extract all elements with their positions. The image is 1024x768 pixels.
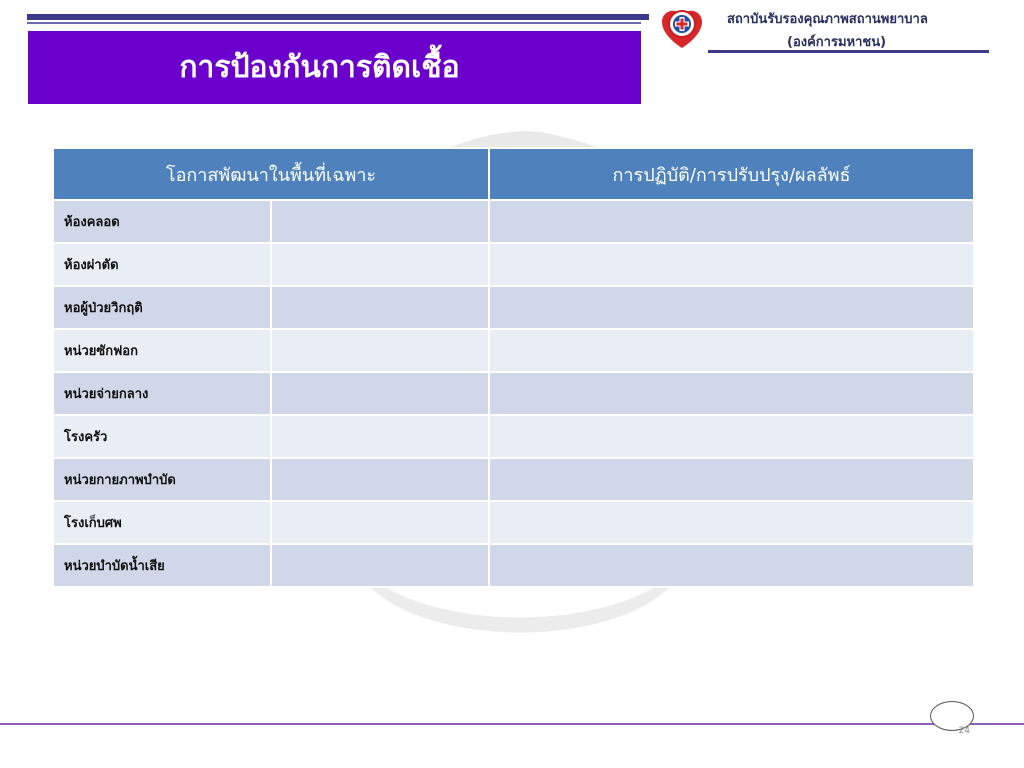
area-name-cell: หน่วยบำบัดน้ำเสีย	[53, 544, 271, 587]
area-name-cell: หอผู้ป่วยวิกฤติ	[53, 286, 271, 329]
table-row	[53, 243, 974, 286]
detail-cell	[271, 544, 489, 587]
table-row	[53, 372, 974, 415]
header-practice-result: การปฏิบัติ/การปรับปรุง/ผลลัพธ์	[489, 148, 974, 200]
org-name-line1: สถาบันรับรองคุณภาพสถานพยาบาล	[727, 12, 928, 27]
org-rule	[708, 50, 989, 53]
table-row	[53, 200, 974, 243]
result-cell	[489, 286, 974, 329]
result-cell	[489, 200, 974, 243]
area-name-cell: หน่วยซักฟอก	[53, 329, 271, 372]
result-cell	[489, 372, 974, 415]
detail-cell	[271, 200, 489, 243]
detail-cell	[271, 243, 489, 286]
improvement-table	[52, 147, 975, 588]
red-cross-heart-logo-icon	[656, 4, 708, 52]
detail-cell	[271, 415, 489, 458]
table-row	[53, 286, 974, 329]
top-rule-thin	[27, 22, 641, 24]
area-name-cell: หน่วยกายภาพบำบัด	[53, 458, 271, 501]
result-cell	[489, 458, 974, 501]
result-cell	[489, 243, 974, 286]
title-banner	[28, 31, 641, 104]
header-opportunity: โอกาสพัฒนาในพื้นที่เฉพาะ	[53, 148, 489, 200]
area-name-cell: ห้องคลอด	[53, 200, 271, 243]
table-row	[53, 329, 974, 372]
result-cell	[489, 415, 974, 458]
result-cell	[489, 329, 974, 372]
table-row	[53, 415, 974, 458]
top-rule	[27, 14, 649, 20]
table-row	[53, 544, 974, 587]
detail-cell	[271, 329, 489, 372]
area-name-cell: ห้องผ่าตัด	[53, 243, 271, 286]
slide-title: การป้องกันการติดเชื้อ	[179, 50, 460, 85]
table-row	[53, 501, 974, 544]
result-cell	[489, 544, 974, 587]
table-header-row	[53, 148, 974, 200]
area-name-cell: หน่วยจ่ายกลาง	[53, 372, 271, 415]
table-row	[53, 458, 974, 501]
org-name-line2: (องค์การมหาชน)	[787, 35, 887, 50]
bottom-rule	[0, 723, 1024, 725]
result-cell	[489, 501, 974, 544]
area-name-cell: โรงครัว	[53, 415, 271, 458]
area-name-cell: โรงเก็บศพ	[53, 501, 271, 544]
table-body	[53, 200, 974, 587]
detail-cell	[271, 458, 489, 501]
detail-cell	[271, 372, 489, 415]
detail-cell	[271, 286, 489, 329]
detail-cell	[271, 501, 489, 544]
page-number: 24	[958, 726, 970, 736]
